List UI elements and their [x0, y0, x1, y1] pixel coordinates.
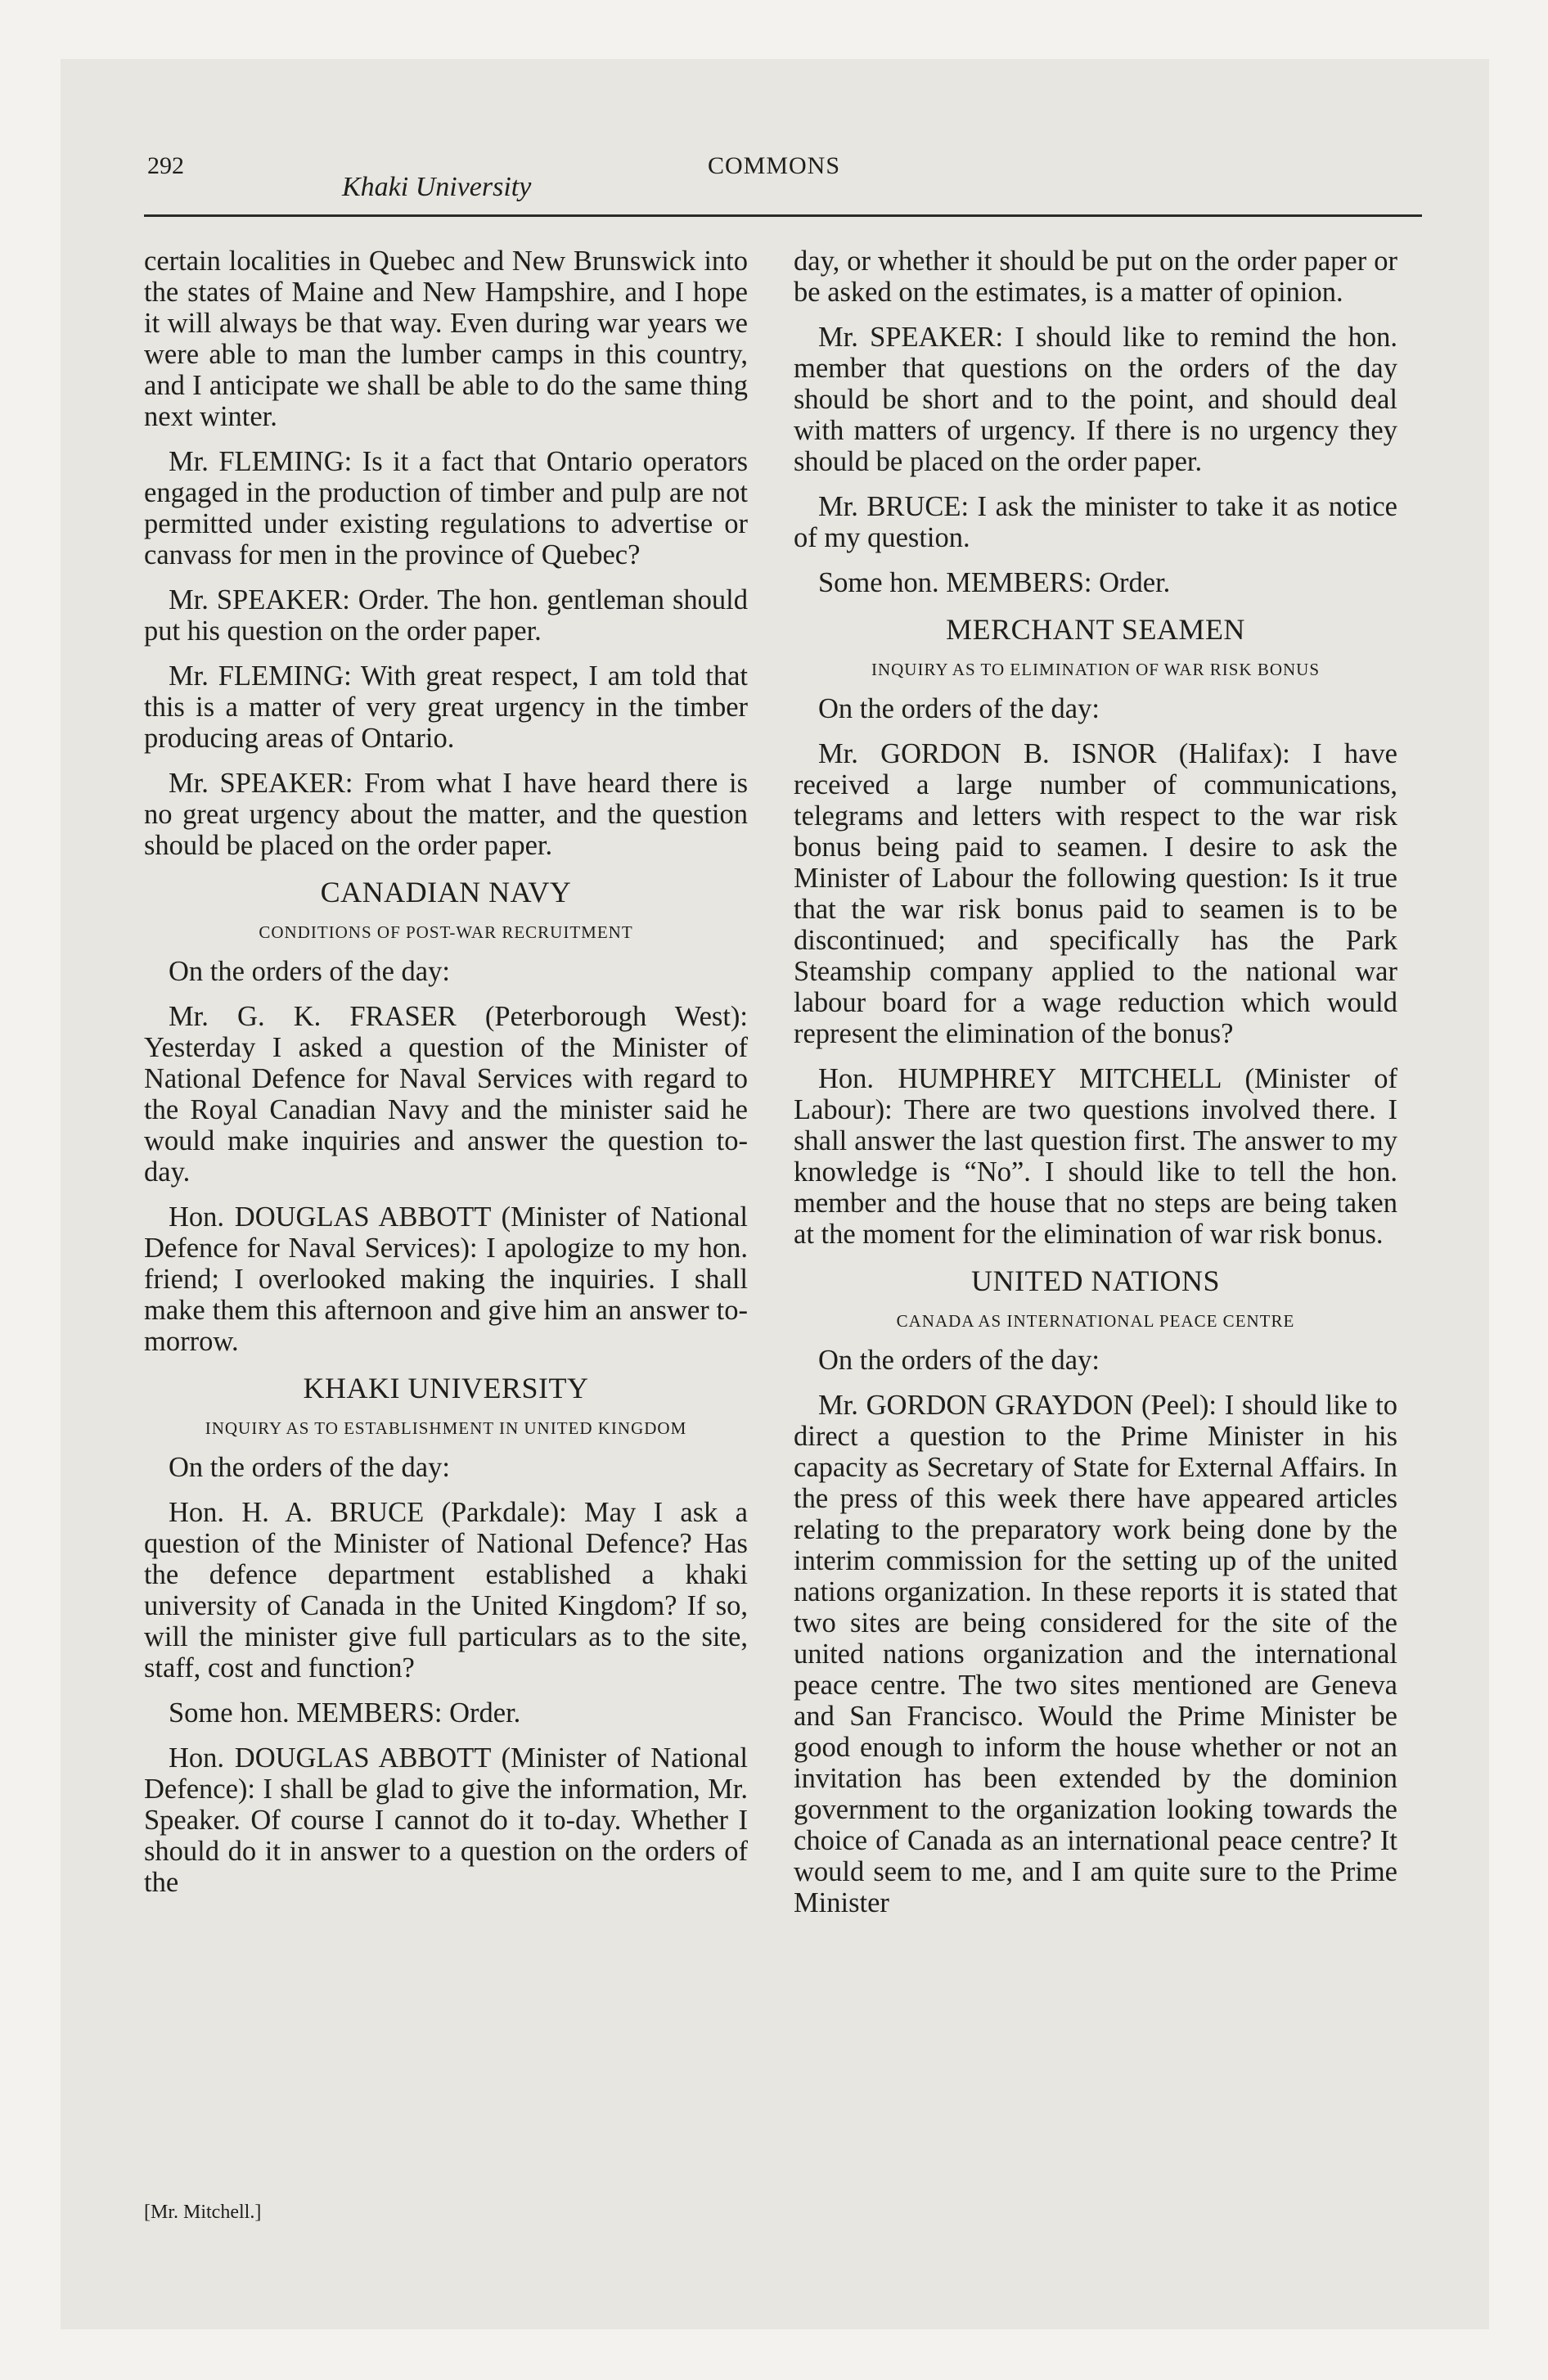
paragraph: On the orders of the day:: [169, 1452, 450, 1483]
section-heading: UNITED NATIONS: [971, 1264, 1220, 1297]
section-heading: CANADIAN NAVY: [320, 876, 572, 908]
paragraph: Mr. FLEMING: Is it a fact that Ontario operators engaged in the production of timber and pulp are not permitted under existing regulations to advertise or canvass for men in the province of Quebec?: [144, 446, 748, 570]
running-title: COMMONS: [707, 152, 841, 179]
paragraph: On the orders of the day:: [169, 956, 450, 987]
paragraph: Mr. FLEMING: With great respect, I am told that this is a matter of very great urgency in the timber producing areas of Ontario.: [144, 660, 748, 754]
paragraph: Hon. H. A. BRUCE (Parkdale): May I ask a question of the Minister of National Defence? Has the defence department established a khaki university of Canada in the United Kingdom? If so, will the minister give full particulars as to the site, staff, cost and function?: [144, 1497, 748, 1684]
paragraph: Mr. G. K. FRASER (Peterborough West): Yesterday I asked a question of the Minister of National Defence for Naval Services with regard to the Royal Canadian Navy and the minister said he would make inquiries and answer the question to-day.: [144, 1001, 748, 1188]
section-heading: MERCHANT SEAMEN: [946, 613, 1245, 646]
paragraph: Some hon. MEMBERS: Order.: [818, 567, 1171, 598]
paragraph: Hon. DOUGLAS ABBOTT (Minister of National Defence): I shall be glad to give the information, Mr. Speaker. Of course I cannot do it to-day. Whether I should do it in answer to a question on the orders of the: [144, 1742, 748, 1898]
paragraph: certain localities in Quebec and New Brunswick into the states of Maine and New Hampshire, and I hope it will always be that way. Even during war years we were able to man the lumber camps in this country, and I anticipate we shall be able to do the same thing next winter.: [144, 246, 748, 432]
section-subheading: INQUIRY AS TO ESTABLISHMENT IN UNITED KINGDOM: [205, 1418, 687, 1438]
paragraph: Hon. DOUGLAS ABBOTT (Minister of National Defence for Naval Services): I apologize to my hon. friend; I overlooked making the inquiries. I shall make them this afternoon and give him an answer to-morrow.: [144, 1201, 748, 1357]
header-rule: [144, 214, 1422, 217]
paragraph: On the orders of the day:: [818, 693, 1100, 724]
paragraph: Mr. GORDON B. ISNOR (Halifax): I have received a large number of communications, telegrams and letters with respect to the war risk bonus being paid to seamen. I desire to ask the Minister of Labour the following question: Is it true that the war risk bonus paid to seamen is to be discontinued; and specifically has the Park Steamship company applied to the national war labour board for a wage reduction which would represent the elimination of the bonus?: [794, 738, 1397, 1049]
paragraph: Mr. SPEAKER: From what I have heard there is no great urgency about the matter, and the question should be placed on the order paper.: [144, 768, 748, 861]
page-header: [0, 152, 1548, 221]
paragraph: Mr. SPEAKER: Order. The hon. gentleman should put his question on the order paper.: [144, 584, 748, 647]
paragraph: On the orders of the day:: [818, 1345, 1100, 1376]
paragraph: Hon. HUMPHREY MITCHELL (Minister of Labour): There are two questions involved there. I shall answer the last question first. The answer to my knowledge is “No”. I should like to tell the hon. member and the house that no steps are being taken at the moment for the elimination of war risk bonus.: [794, 1063, 1397, 1250]
section-heading: KHAKI UNIVERSITY: [303, 1372, 589, 1404]
paragraph: Mr. GORDON GRAYDON (Peel): I should like to direct a question to the Prime Minister in his capacity as Secretary of State for External Affairs. In the press of this week there have appeared articles relating to the preparatory work being done by the interim commission for the setting up of the united nations organization. In these reports it is stated that two sites are being considered for the site of the united nations organization and the international peace centre. The two sites mentioned are Geneva and San Francisco. Would the Prime Minister be good enough to inform the house whether or not an invitation has been extended by the dominion government to the organization looking towards the choice of Canada as an international peace centre? It would seem to me, and I am quite sure to the Prime Minister: [794, 1390, 1397, 1918]
section-subheading: INQUIRY AS TO ELIMINATION OF WAR RISK BONUS: [871, 660, 1320, 679]
section-subheading: CONDITIONS OF POST-WAR RECRUITMENT: [259, 922, 633, 942]
running-subtitle: Khaki University: [342, 172, 532, 202]
paragraph: Mr. BRUCE: I ask the minister to take it as notice of my question.: [794, 491, 1397, 553]
paragraph: Some hon. MEMBERS: Order.: [169, 1697, 521, 1729]
paragraph: Mr. SPEAKER: I should like to remind the hon. member that questions on the orders of the day should be short and to the point, and should deal with matters of urgency. If there is no urgency they should be placed on the order paper.: [794, 322, 1397, 477]
right-column: [794, 246, 1397, 1932]
footer-speaker-note: [Mr. Mitchell.]: [144, 2202, 262, 2223]
section-subheading: CANADA AS INTERNATIONAL PEACE CENTRE: [896, 1311, 1295, 1331]
paragraph: day, or whether it should be put on the order paper or be asked on the estimates, is a matter of opinion.: [794, 246, 1397, 308]
page-number: 292: [147, 152, 184, 179]
left-column: [144, 246, 748, 1912]
